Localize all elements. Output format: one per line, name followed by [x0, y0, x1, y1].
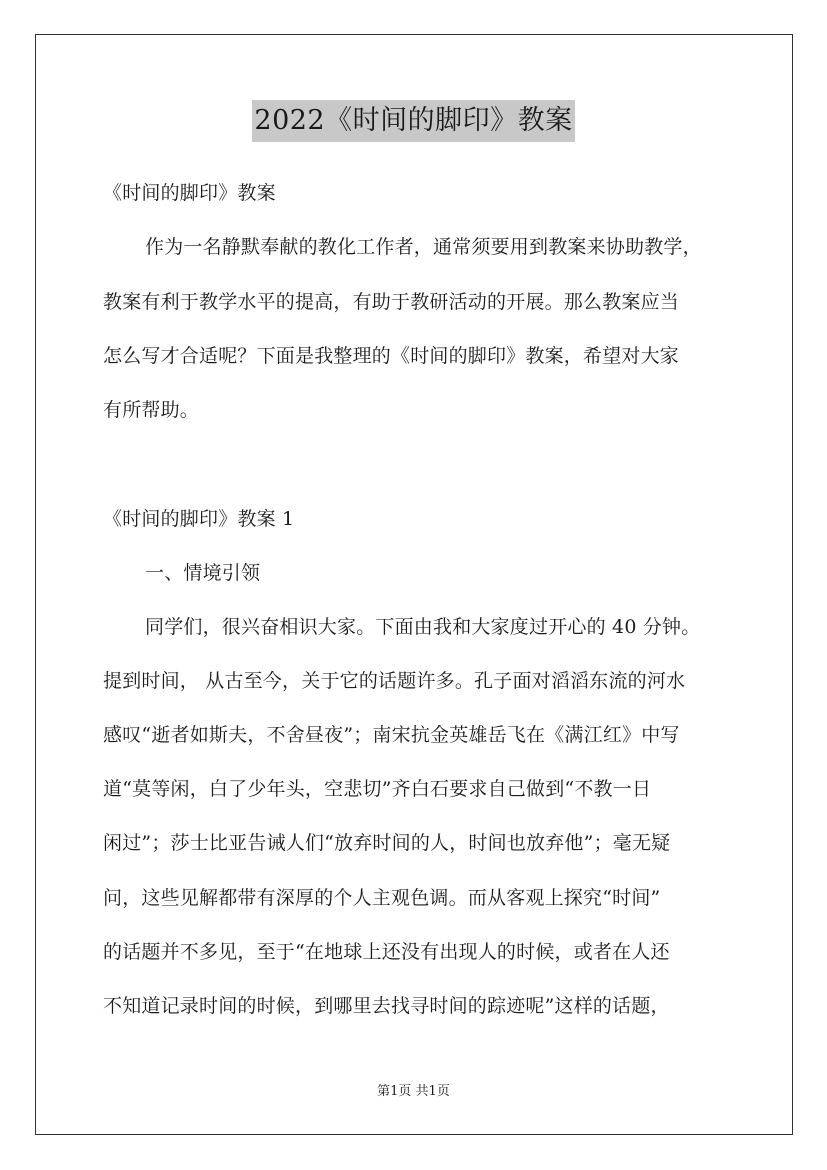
body-line: 提到时间， 从古至今，关于它的话题许多。孔子面对滔滔东流的河水 — [103, 670, 686, 692]
intro-line: 怎么写才合适呢？下面是我整理的《时间的脚印》教案，希望对大家 — [103, 345, 680, 367]
body-line: 同学们，很兴奋相识大家。下面由我和大家度过开心的 40 分钟。 — [145, 616, 701, 638]
title-container — [0, 100, 827, 142]
page-number-footer: 第1页 共1页 — [377, 1084, 450, 1099]
intro-line: 有所帮助。 — [103, 399, 200, 421]
body-line: 闲过”；莎士比亚告诫人们“放弃时间的人，时间也放弃他”；毫无疑 — [103, 832, 671, 854]
section-heading: 《时间的脚印》教案 1 — [103, 508, 295, 530]
intro-line: 作为一名静默奉献的教化工作者，通常须要用到教案来协助教学， — [145, 236, 702, 258]
document-subtitle: 《时间的脚印》教案 — [103, 182, 276, 204]
body-line: 的话题并不多见，至于“在地球上还没有出现人的时候，或者在人还 — [103, 941, 670, 963]
body-line: 问，这些见解都带有深厚的个人主观色调。而从客观上探究“时间” — [103, 887, 661, 909]
intro-line: 教案有利于教学水平的提高，有助于教研活动的开展。那么教案应当 — [103, 291, 680, 313]
body-line: 感叹“逝者如斯夫，不舍昼夜”；南宋抗金英雄岳飞在《满江红》中写 — [103, 724, 680, 746]
body-line: 道“莫等闲，白了少年头，空悲切”齐白石要求自己做到“不教一日 — [103, 778, 652, 800]
sub-heading: 一、情境引领 — [145, 562, 261, 584]
body-line: 不知道记录时间的时候，到哪里去找寻时间的踪迹呢”这样的话题， — [103, 995, 670, 1017]
document-title: 2022《时间的脚印》教案 — [252, 100, 574, 142]
